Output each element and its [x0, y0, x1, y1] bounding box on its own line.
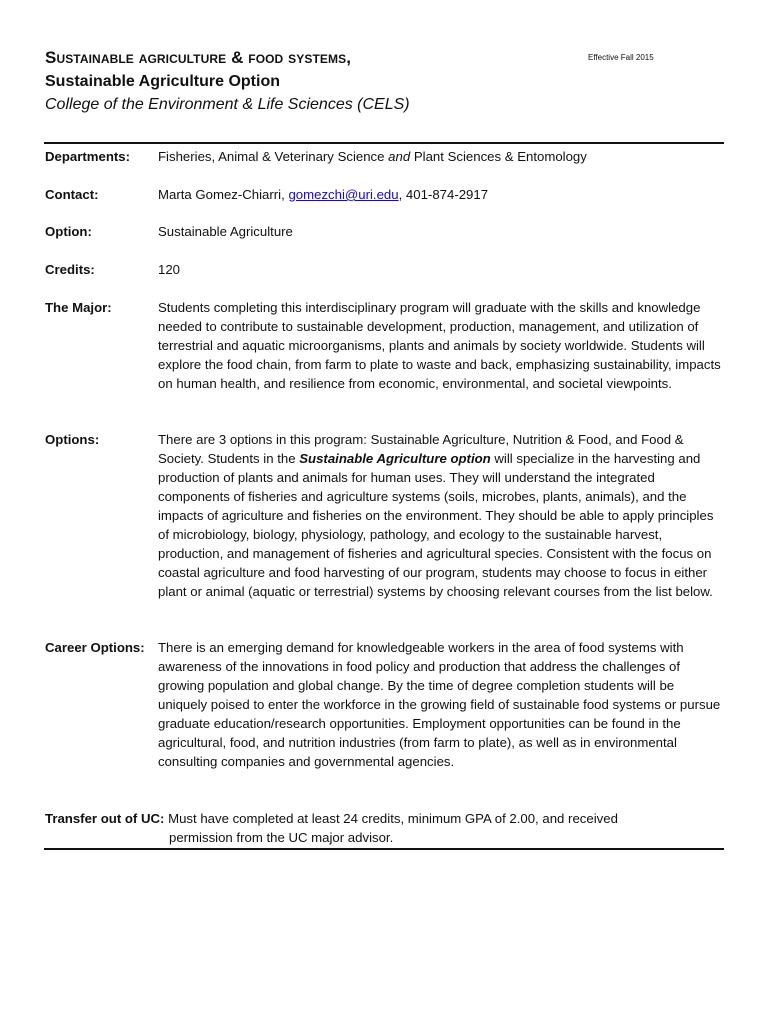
- transfer-text-line1: Must have completed at least 24 credits, minimum GPA of 2.00, and received: [164, 811, 618, 826]
- major-text: Students completing this interdisciplinary program will graduate with the skills and knowledge needed to contribute to sustainable development, production, management, and utilization of terrestrial and aquatic microorganisms, plants and animals by society worldwide. Students will explore the food chain, from farm to plate to waste and back, emphasizing sustainability, impacts on human health, and resilience from economic, environmental, and societal viewpoints.: [158, 300, 721, 391]
- transfer-text-line2: permission from the UC major advisor.: [169, 830, 394, 845]
- contact-phone: , 401-874-2917: [398, 187, 489, 202]
- option-value: Sustainable Agriculture: [158, 224, 293, 239]
- major-label: The Major:: [45, 300, 112, 315]
- college-name: College of the Environment & Life Sciences (CELS): [45, 96, 410, 113]
- contact-value: [158, 185, 725, 204]
- career-text: There is an emerging demand for knowledgeable workers in the area of food systems with awareness of the innovations in food policy and production that address the challenges of growing population and global change. By the time of degree completion students will be uniquely poised to enter the workforce in the growing field of sustainable food systems or pursue graduate education/research opportunities. Employment opportunities can be found in the agricultural, food, and nutrition industries (from farm to plate), as well as in environmental consulting companies and governmental agencies.: [158, 640, 721, 769]
- options-text: There are 3 options in this program: Sustainable Agriculture, Nutrition & Food, and Food & Society. Students in the Sustainable Agriculture option will specialize in the harvesting and production of plants and animals for human uses. They will understand the integrated components of fisheries and agriculture systems (soils, microbes, plants, animals), and the impacts of agriculture and fisheries on the environment. They should be able to apply principles of microbiology, biology, physiology, pathology, and ecology to the sustainable harvest, production, and management of fisheries and agricultural species. Consistent with the focus on coastal agriculture and food harvesting of our program, students may choose to focus in either plant or animal (aquatic or terrestrial) systems by choosing relevant courses from the list below.: [158, 432, 714, 599]
- option-label: Option:: [45, 224, 92, 239]
- credits-label: Credits:: [45, 262, 95, 277]
- options-label: Options:: [45, 432, 100, 447]
- options-emphasis: Sustainable Agriculture option: [299, 451, 491, 466]
- option-title: Sustainable Agriculture Option: [45, 73, 280, 90]
- contact-name: Marta Gomez-Chiarri,: [158, 187, 285, 202]
- credits-value: 120: [158, 262, 181, 277]
- contact-label: Contact:: [45, 187, 99, 202]
- departments-label: Departments:: [45, 149, 131, 164]
- top-divider: [44, 142, 724, 144]
- bottom-divider: [44, 848, 724, 850]
- departments-value: Fisheries, Animal & Veterinary Science and Plant Sciences & Entomology: [158, 149, 587, 164]
- effective-date: Effective Fall 2015: [588, 53, 654, 62]
- transfer-row: [45, 809, 725, 847]
- transfer-label: Transfer out of UC:: [45, 811, 165, 826]
- career-label: Career Options:: [45, 640, 145, 655]
- contact-email-link[interactable]: gomezchi@uri.edu: [288, 187, 399, 202]
- program-title: Sustainable agriculture & food systems,: [45, 48, 352, 67]
